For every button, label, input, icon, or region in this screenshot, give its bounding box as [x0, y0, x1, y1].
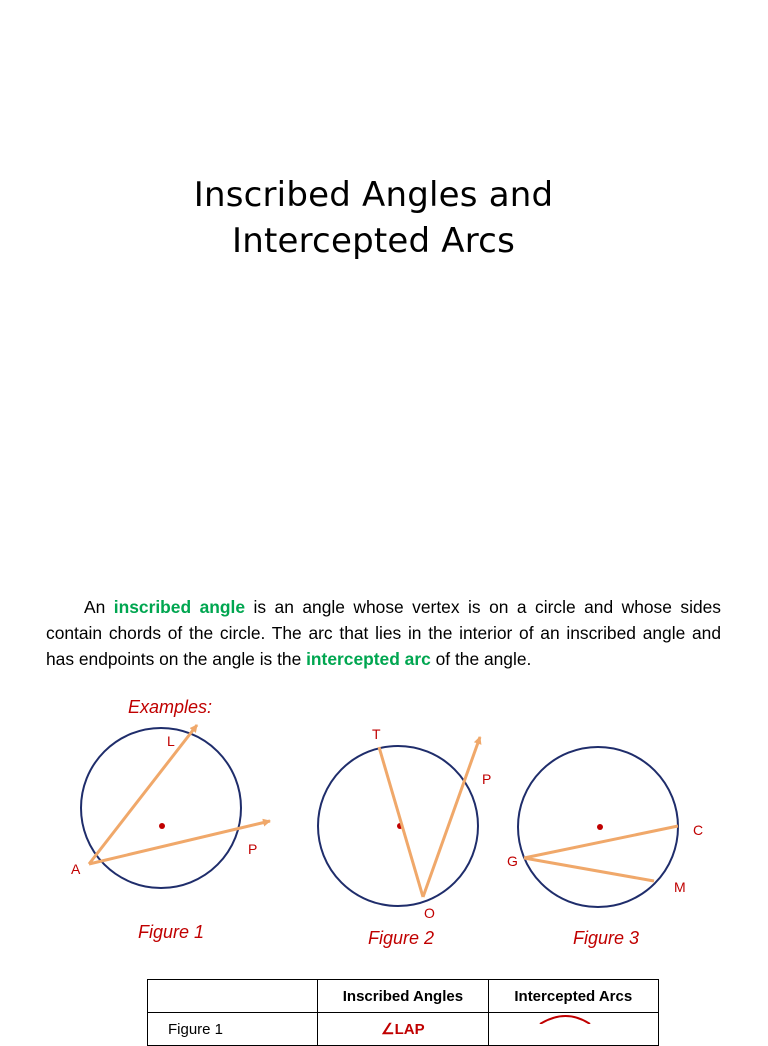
title-line-2: Intercepted Arcs: [232, 221, 515, 261]
definition-middle: is an angle whose vertex is on a circle and whose sides contain chords of the circle. The arc that lies in the interior of an inscribed angle and has endpoints on the angle is the: [46, 597, 721, 669]
table-header-row: [148, 980, 659, 1013]
figure-2-label-p: P: [482, 771, 492, 787]
figure-3-chord-gm: [524, 858, 654, 881]
figure-2-chord-ot: [379, 747, 423, 897]
figure-1-caption: Figure 1: [138, 922, 205, 942]
table-row-angle: ∠LAP: [318, 1013, 488, 1046]
answer-table: [147, 979, 659, 1046]
table-header-inscribed-angles: Inscribed Angles: [318, 980, 488, 1013]
figure-1-center-dot: [159, 823, 165, 829]
table-row-arc: [488, 1013, 658, 1046]
figure-2-ray-op: [423, 737, 480, 897]
definition-intro: An: [84, 597, 114, 617]
title-line-1: Inscribed Angles and: [193, 175, 554, 215]
figure-1-label-p: P: [248, 841, 258, 857]
figure-2-label-o: O: [424, 905, 435, 921]
figure-3-label-g: G: [507, 853, 518, 869]
figure-1-circle: [81, 728, 241, 888]
figure-3-caption: Figure 3: [573, 928, 640, 948]
figure-3-chord-gc: [524, 826, 678, 858]
figure-1-label-l: L: [167, 733, 175, 749]
term-intercepted-arc: intercepted arc: [306, 649, 431, 669]
figure-1-diagram: [71, 725, 270, 888]
figure-3-center-dot: [597, 824, 603, 830]
figure-2-diagram: [318, 726, 491, 921]
figure-3-label-c: C: [693, 822, 704, 838]
figure-3-label-m: M: [674, 879, 686, 895]
table-header-blank: [148, 980, 318, 1013]
figure-2-caption: Figure 2: [368, 928, 435, 948]
figure-3-diagram: [507, 747, 703, 907]
figure-2-label-t: T: [372, 726, 381, 742]
table-header-intercepted-arcs: Intercepted Arcs: [488, 980, 658, 1013]
table-row-label: Figure 1: [148, 1013, 318, 1046]
table-row: [148, 1013, 659, 1046]
definition-end: of the angle.: [430, 649, 532, 669]
term-inscribed-angle: inscribed angle: [113, 597, 245, 617]
figure-1-label-a: A: [71, 861, 81, 877]
examples-label: Examples:: [128, 697, 213, 717]
